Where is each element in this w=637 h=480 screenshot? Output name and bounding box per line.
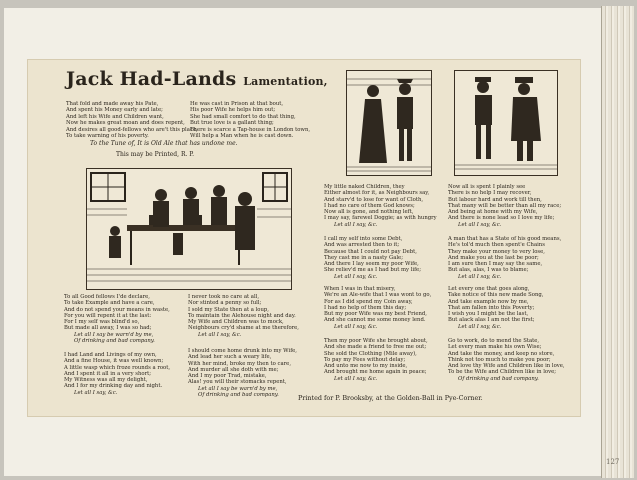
verse-line: Let all I say, &c. bbox=[334, 323, 378, 330]
stanza bbox=[324, 338, 428, 382]
verse-line: When I was in that misery, bbox=[324, 286, 396, 292]
verse-line: But my poor Wife was my best Friend, bbox=[324, 311, 427, 318]
verse-line: Take notice of this new made Song, bbox=[448, 292, 544, 299]
verse-line: But alack alas I am not the first; bbox=[448, 317, 535, 324]
verse-line: I wish you I might be the last, bbox=[448, 311, 529, 318]
intro-line: To take warning of his poverty. bbox=[66, 133, 149, 140]
verse-line: We're an Ale-wife that I was wont to go, bbox=[324, 292, 432, 299]
verse-line: My Wife and Children was to mock, bbox=[188, 319, 284, 326]
intro-line: And spent his Money early and late; bbox=[66, 107, 163, 114]
verse-line: Nor stinted a penny so full; bbox=[188, 300, 262, 307]
verse-line: I never took no care at all, bbox=[188, 294, 260, 300]
verse-line: Let all I say, &c. bbox=[198, 331, 242, 338]
stanza bbox=[188, 348, 297, 398]
verse-line: And take example now by me, bbox=[448, 298, 529, 305]
verse-line: To maintain the Alehouse night and day. bbox=[188, 312, 296, 319]
verse-line: But alas, alas, I was to blame; bbox=[448, 267, 529, 274]
stanza bbox=[324, 236, 421, 280]
licence-line: This may be Printed, R. P. bbox=[116, 151, 194, 158]
broadside-sheet bbox=[28, 60, 580, 416]
tavern-woodcut bbox=[86, 168, 292, 290]
stanza bbox=[64, 294, 170, 344]
verse-line: A little wasp which froze rounds a root, bbox=[64, 364, 171, 371]
verse-line: They make your money to very lose, bbox=[448, 248, 545, 255]
verse-line: A man that has a State of his good means, bbox=[448, 236, 562, 242]
intro-right bbox=[190, 101, 311, 140]
verse-line: Now all is spent I plainly see bbox=[448, 184, 526, 190]
verse-line: That many will be better than all my race; bbox=[448, 202, 562, 209]
imprint-line: Printed for P. Brooksby, at the Golden-Ball in Pye-Corner. bbox=[298, 394, 483, 402]
stanza bbox=[448, 286, 543, 330]
verse-line: He's tol'd much then spent'e Chains bbox=[448, 242, 545, 249]
verse-line: And lead her such a weary life, bbox=[188, 354, 272, 361]
tune-line: To the Tune of, It is Old Ale that has undone me. bbox=[90, 140, 238, 147]
verse-line: Now all is gone, and nothing left, bbox=[324, 209, 414, 216]
verse-line: Let all I say, &c. bbox=[334, 221, 378, 228]
two-men-portrait-icon bbox=[455, 71, 557, 175]
title-main: Jack Had-Lands bbox=[66, 68, 237, 90]
verse-line: Let all I say, &c. bbox=[74, 389, 118, 396]
verse-line: And I spent it all in a very short; bbox=[64, 370, 152, 377]
stanza bbox=[64, 352, 170, 396]
intro-line: But true love is a gallant thing; bbox=[190, 120, 274, 127]
couple-woodcut bbox=[346, 70, 432, 176]
stanza bbox=[188, 294, 299, 338]
title-sub: Lamentation, bbox=[243, 75, 328, 88]
verse-line: I am sure then I may say the same, bbox=[448, 261, 543, 268]
stanza bbox=[448, 236, 561, 280]
verse-line: My Witness was all my delight, bbox=[64, 377, 148, 384]
tavern-scene-icon bbox=[87, 169, 291, 289]
stanza bbox=[324, 286, 431, 330]
verse-line: To take Example and have a care, bbox=[64, 300, 155, 307]
verse-line: And I for my drinking day and night. bbox=[64, 383, 163, 390]
verse-line: And take the money, and keep no store, bbox=[448, 350, 555, 357]
verse-line: And I my poor Trad, mistake, bbox=[188, 373, 267, 380]
verse-line: And there is none lead so I love my life; bbox=[448, 215, 555, 222]
verse-line: And unto me now to my inside, bbox=[324, 363, 408, 370]
verse-line: And make you at the last be poor; bbox=[448, 254, 539, 261]
verse-line: With her mind, broke my then to care, bbox=[188, 360, 292, 367]
verse-line: She reliev'd me as I had but my life; bbox=[324, 267, 421, 274]
intro-line: She had small comfort to do that thing, bbox=[190, 113, 296, 120]
verse-line: Of drinking and bad company. bbox=[198, 392, 279, 399]
couple-portrait-icon bbox=[347, 71, 431, 175]
verse-line: Let all I say, &c. bbox=[334, 273, 378, 280]
intro-line: There is scarce a Tap-house in London town, bbox=[190, 126, 311, 133]
verse-line: To pay my Fees without delay; bbox=[324, 356, 406, 363]
intro-line: Will help a Man when he is cast down. bbox=[190, 133, 294, 140]
verse-line: Let all I say, &c. bbox=[458, 273, 502, 280]
verse-line: Then my poor Wife she brought about, bbox=[324, 338, 428, 344]
intro-line: He was cast in Prison at that bout, bbox=[190, 101, 284, 107]
stanza bbox=[324, 184, 437, 228]
page-number: 127 bbox=[606, 458, 620, 466]
verse-line: Let all I say, &c. bbox=[458, 221, 502, 228]
verse-line: That am fallen into this Poverty; bbox=[448, 304, 535, 311]
verse-line: To be the Wife and Children like in love; bbox=[448, 369, 557, 376]
verse-line: But made all away, I was so had; bbox=[64, 325, 152, 332]
verse-line: And she made a friend to free me out; bbox=[324, 344, 427, 351]
verse-line: Let every one that goes along, bbox=[448, 286, 530, 292]
intro-left bbox=[66, 101, 198, 140]
verse-line: My little naked Children, they bbox=[324, 184, 405, 190]
verse-line: For I my self was blind'd so, bbox=[64, 319, 140, 326]
verse-line: Let all I say be warn'd by me, bbox=[198, 385, 278, 392]
verse-line: And do not spend your means in waste, bbox=[64, 306, 170, 313]
stanza bbox=[448, 184, 561, 228]
verse-line: Of drinking and bad company. bbox=[458, 375, 539, 382]
verse-line: Of drinking and bad company. bbox=[74, 338, 155, 345]
verse-line: And love thy Wife and Children like in love, bbox=[448, 363, 565, 370]
verse-line: For as I did spend my Coin away, bbox=[324, 298, 413, 305]
verse-line: I sold my State then at a loup, bbox=[188, 306, 269, 313]
two-men-woodcut bbox=[454, 70, 558, 176]
verse-line: She sold the Clothing (Mile away), bbox=[324, 350, 417, 357]
verse-line: And she cannot me some money lend. bbox=[324, 317, 426, 324]
verse-line: Alas! you will their stomacks repent, bbox=[188, 379, 287, 386]
verse-line: Let all I say, &c. bbox=[458, 323, 502, 330]
intro-line: His poor Wife he helps him out; bbox=[190, 107, 276, 114]
verse-line: I had Land and Livings of my own, bbox=[64, 352, 157, 358]
verse-line: And being at home with my Wife, bbox=[448, 209, 538, 216]
verse-line: But labour hard and work till then, bbox=[448, 196, 542, 203]
verse-line: To all Good fellows I'de declare, bbox=[64, 294, 150, 300]
verse-line: And murder all she doth with me; bbox=[188, 366, 279, 373]
verse-line: Because that I could not pay Debt, bbox=[324, 248, 417, 255]
intro-line: And left his Wife and Children want, bbox=[66, 113, 164, 120]
stanza bbox=[448, 338, 565, 382]
verse-line: Neighbours cry'd shame at me therefore, bbox=[188, 325, 299, 332]
verse-line: And was arrested then to it; bbox=[324, 242, 400, 249]
verse-line: Let all I say, &c. bbox=[334, 375, 378, 382]
intro-line: And desires all good-fellows who are't this place, bbox=[66, 126, 198, 133]
intro-line: Now he makes great moan and does repent, bbox=[66, 120, 185, 127]
verse-line: I call my self into some Debt, bbox=[324, 236, 403, 242]
ballad-title bbox=[66, 68, 328, 90]
verse-line: And there I lay seem my poor Wife, bbox=[324, 261, 419, 268]
verse-line: Go to work, do to mend the State, bbox=[448, 338, 540, 344]
verse-line: Either almost for it, as Neighbours say, bbox=[324, 190, 430, 197]
verse-line: I had no help of them this day; bbox=[324, 304, 407, 311]
album-spine bbox=[601, 6, 634, 478]
verse-line: Let all I say be warn'd by me, bbox=[74, 331, 154, 338]
verse-line: And a fine House, it was well known; bbox=[64, 358, 164, 365]
verse-line: Let every man make his own Wise; bbox=[448, 344, 542, 351]
verse-line: For you will repent it at the last: bbox=[64, 312, 152, 319]
verse-line: Think not too much to make you poor; bbox=[448, 356, 551, 363]
verse-line: And starv'd to lose for want of Cloth, bbox=[324, 196, 424, 203]
verse-line: They cast me in a nasty Gale; bbox=[324, 254, 403, 261]
verse-line: I may say, farewel Doggie; as with hungry bbox=[324, 215, 437, 222]
verse-line: There is no help I may recover, bbox=[448, 190, 532, 197]
verse-line: I had no care of them God knows; bbox=[324, 202, 415, 209]
intro-line: That fold and made away his Pate, bbox=[66, 101, 159, 107]
verse-line: I should come home drunk into my Wife, bbox=[188, 348, 297, 354]
verse-line: And brought me home again in peace; bbox=[324, 369, 427, 376]
